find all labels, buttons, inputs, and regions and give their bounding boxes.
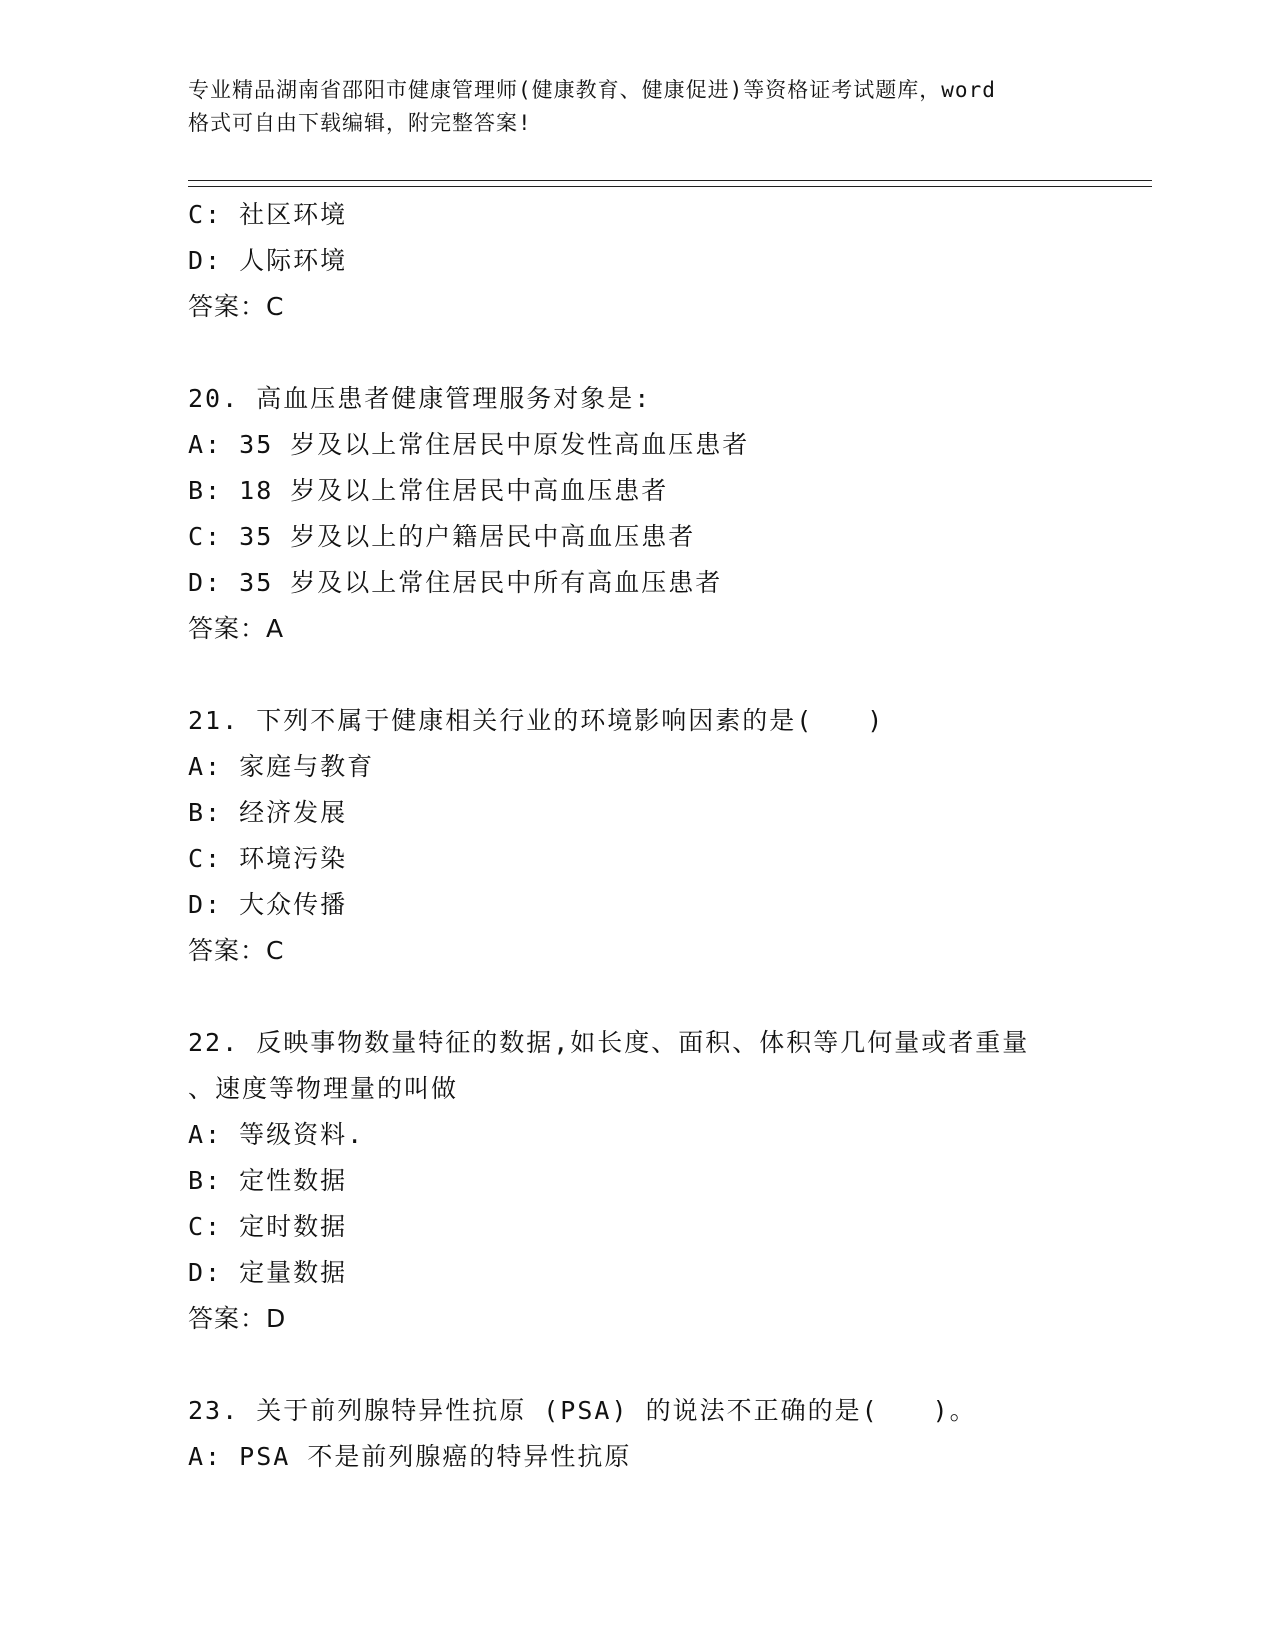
option-a: A: PSA 不是前列腺癌的特异性抗原 — [188, 1442, 632, 1471]
spacer — [188, 974, 1128, 1020]
header-divider-top — [188, 180, 1152, 181]
option-c: C: 35 岁及以上的户籍居民中高血压患者 — [188, 522, 696, 551]
question-20 — [188, 376, 1128, 652]
option-a: A: 家庭与教育 — [188, 752, 375, 781]
question-list — [188, 192, 1128, 1480]
spacer — [188, 330, 1128, 376]
option-b: B: 定性数据 — [188, 1166, 348, 1195]
option-d: D: 35 岁及以上常住居民中所有高血压患者 — [188, 568, 723, 597]
answer-line: 答案：C — [188, 292, 285, 321]
option-a: A: 35 岁及以上常住居民中原发性高血压患者 — [188, 430, 750, 459]
answer-line: 答案：C — [188, 936, 285, 965]
question-stem: 23. 关于前列腺特异性抗原 (PSA) 的说法不正确的是( )。 — [188, 1396, 977, 1425]
option-b: B: 18 岁及以上常住居民中高血压患者 — [188, 476, 669, 505]
option-c: C: 环境污染 — [188, 844, 348, 873]
header-line-2: 格式可自由下载编辑，附完整答案! — [188, 111, 532, 135]
option-d: D: 人际环境 — [188, 246, 348, 275]
option-a: A: 等级资料. — [188, 1120, 365, 1149]
question-21 — [188, 698, 1128, 974]
spacer — [188, 1342, 1128, 1388]
document-header — [188, 74, 1088, 140]
option-c: C: 定时数据 — [188, 1212, 348, 1241]
option-c: C: 社区环境 — [188, 200, 348, 229]
option-d: D: 定量数据 — [188, 1258, 348, 1287]
header-line-1: 专业精品湖南省邵阳市健康管理师(健康教育、健康促进)等资格证考试题库，word — [188, 78, 996, 102]
question-stem-line-1: 22. 反映事物数量特征的数据,如长度、面积、体积等几何量或者重量 — [188, 1028, 1030, 1057]
question-stem: 20. 高血压患者健康管理服务对象是: — [188, 384, 652, 413]
question-stem-line-2: 、速度等物理量的叫做 — [188, 1074, 459, 1103]
answer-line: 答案：D — [188, 1304, 287, 1333]
option-b: B: 经济发展 — [188, 798, 348, 827]
question-22 — [188, 1020, 1128, 1342]
question-19-tail — [188, 192, 1128, 330]
option-d: D: 大众传播 — [188, 890, 348, 919]
question-23 — [188, 1388, 1128, 1480]
question-stem: 21. 下列不属于健康相关行业的环境影响因素的是( ) — [188, 706, 885, 735]
answer-line: 答案：A — [188, 614, 285, 643]
spacer — [188, 652, 1128, 698]
header-divider-bottom — [188, 186, 1152, 187]
